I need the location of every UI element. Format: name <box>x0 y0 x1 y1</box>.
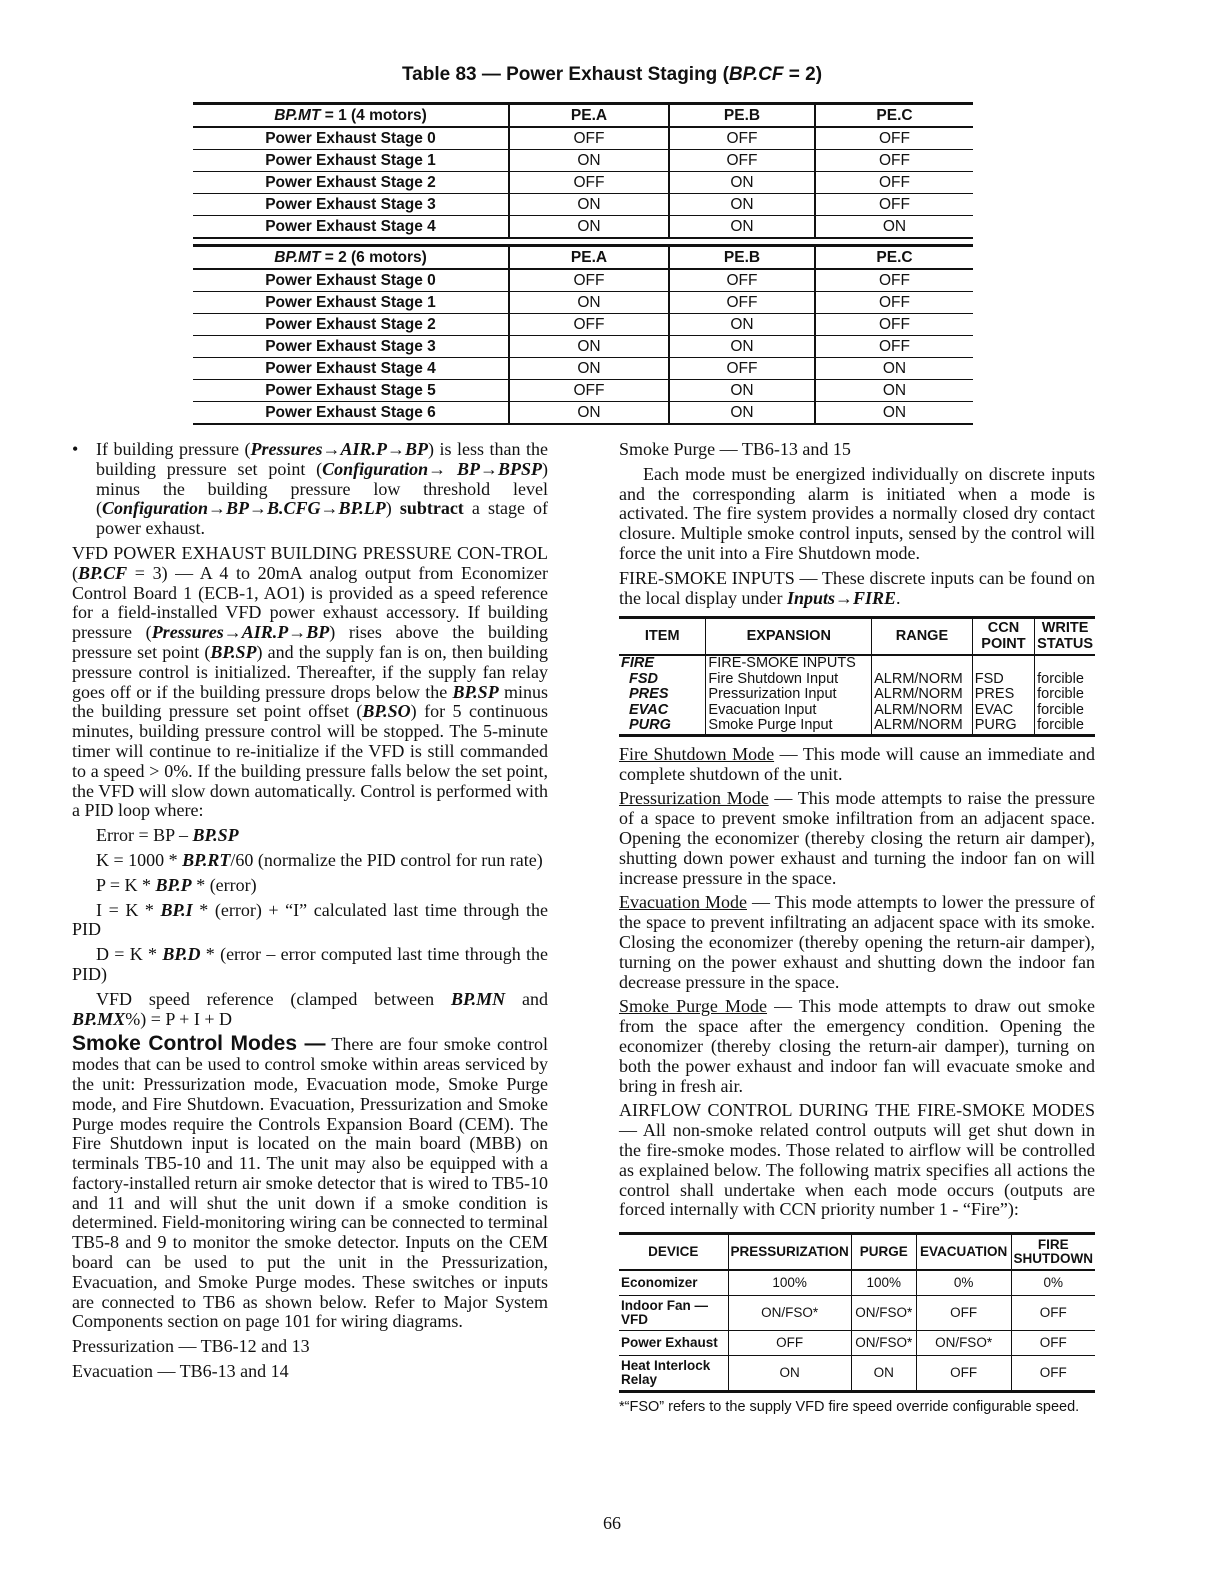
fso-footnote: *“FSO” refers to the supply VFD fire speed override configurable speed. <box>619 1399 1080 1416</box>
col-header-pe-a: PE.A <box>509 104 669 128</box>
col-header-pe-c: PE.C <box>815 246 973 270</box>
motor-config-header: BP.MT = 2 (6 motors) <box>193 246 509 270</box>
fire-shutdown-mode-paragraph: Fire Shutdown Mode — This mode will cause an immediate and complete shutdown of the unit. <box>619 743 1096 784</box>
pe-b-value: ON <box>669 172 815 194</box>
mode-energize-paragraph: Each mode must be energized individually on discrete inputs and the corresponding alarm is initiated when a mode is activated. The fire system provides a normally closed dry contact closure. Multiple smoke control inputs, sensed by the control will force the unit into a Fire Shutdown mode. <box>619 463 1095 563</box>
expansion-cell: Evacuation Input <box>706 703 872 719</box>
table-row <box>193 402 973 425</box>
pe-a-value: ON <box>509 292 669 314</box>
table-row <box>193 358 973 380</box>
table-header-row <box>193 246 973 270</box>
status-cell: forcible <box>1035 718 1095 735</box>
stage-label: Power Exhaust Stage 2 <box>193 172 509 194</box>
col-header-pe-a: PE.A <box>509 246 669 270</box>
table-row <box>193 150 973 172</box>
pe-a-value: OFF <box>509 380 669 402</box>
point-cell <box>972 655 1034 672</box>
smoke-purge-mode-paragraph: Smoke Purge Mode — This mode attempts to draw out smoke from the space after the emergency condition. Opening the economizer (thereby closing the return-air damper), turning on both the power exhaust and indoor fan will evacuate smoke and bring in fresh air. <box>619 996 1095 1096</box>
col-header-write-status: WRITE STATUS <box>1035 618 1095 656</box>
equation-p: P = K * BP.P * (error) <box>96 874 257 895</box>
left-column <box>72 440 548 1387</box>
col-header-purge: PURGE <box>851 1234 916 1271</box>
power-exhaust-table-4-motors <box>193 102 973 239</box>
pe-a-value: ON <box>509 358 669 380</box>
table-row <box>619 703 1095 719</box>
pe-c-value: OFF <box>815 314 973 336</box>
col-header-pe-b: PE.B <box>669 104 815 128</box>
table-row <box>619 1356 1095 1392</box>
col-header-pe-c: PE.C <box>815 104 973 128</box>
pe-b-value: OFF <box>669 358 815 380</box>
pe-b-value: ON <box>669 380 815 402</box>
item-cell: FSD <box>619 672 706 688</box>
col-header-range: RANGE <box>872 618 973 656</box>
table-row <box>619 718 1095 735</box>
pe-a-value: ON <box>509 150 669 172</box>
pe-c-value: ON <box>815 358 973 380</box>
device-cell: Economizer <box>619 1270 728 1296</box>
item-cell: EVAC <box>619 703 706 719</box>
point-cell: EVAC <box>972 703 1034 719</box>
col-header-item: ITEM <box>619 618 706 656</box>
table-header-row <box>193 104 973 128</box>
pe-a-value: OFF <box>509 172 669 194</box>
evacuation-mode-paragraph: Evacuation Mode — This mode attempts to lower the pressure of the space to prevent infiltrating an adjacent space with its smoke. Closing the economizer (thereby opening the return-air damper), turning on the power exhaust and shutting down the indoor fan decrease pressure in the space. <box>619 892 1095 992</box>
pe-c-value: OFF <box>815 150 973 172</box>
expansion-cell: Smoke Purge Input <box>706 718 872 735</box>
pe-c-value: OFF <box>815 269 973 292</box>
pe-b-value: OFF <box>669 127 815 150</box>
item-cell: FIRE <box>619 655 706 672</box>
table-header-row <box>619 618 1095 656</box>
col-header-expansion: EXPANSION <box>706 618 872 656</box>
status-cell: forcible <box>1037 670 1084 687</box>
stage-label: Power Exhaust Stage 1 <box>193 150 509 172</box>
pressurization-cell: ON/FSO* <box>728 1296 851 1331</box>
bullet-subtract-stage: • If building pressure (Pressures→AIR.P→BP) is less than the building pressure set point (Configuration→ BP→BPSP) minus the building pressure low threshold level (Configuration→BP→B.CFG→BP.LP) subtract a stage of power exhaust. <box>72 439 549 539</box>
stage-label: Power Exhaust Stage 4 <box>193 216 509 239</box>
equation-k: K = 1000 * BP.RT/60 (normalize the PID control for run rate) <box>96 849 543 870</box>
col-header-pressurization: PRESSURIZATION <box>728 1234 851 1271</box>
table-row <box>193 292 973 314</box>
expansion-cell: Fire Shutdown Input <box>706 672 872 688</box>
table-row <box>619 672 1095 688</box>
table-row <box>193 127 973 150</box>
pe-a-value: ON <box>509 216 669 239</box>
stage-label: Power Exhaust Stage 0 <box>193 269 509 292</box>
range-cell <box>872 655 973 672</box>
pe-a-value: ON <box>509 402 669 425</box>
equation-error: Error = BP – BP.SP <box>96 825 239 846</box>
pe-a-value: OFF <box>509 127 669 150</box>
status-cell: forcible <box>1037 686 1084 703</box>
vfd-paragraph: VFD POWER EXHAUST BUILDING PRESSURE CON-TROL (BP.CF = 3) — A 4 to 20mA analog output from Economizer Control Board 1 (ECB-1, AO1) is provided as a speed reference for a field-installed VFD power exhaust accessory. If building pressure (Pressures→AIR.P→BP) rises above the building pressure set point (BP.SP) and the supply fan is on, then building pressure control is initialized. Thereafter, if the supply fan relay goes off or if the building pressure drops below the BP.SP minus the building pressure set point offset (BP.SO) for 5 continuous minutes, building pressure control will be stopped. The 5-minute timer will continue to re-initialize if the VFD is still commanded to a speed > 0%. If the building pressure falls below the set point, the VFD will slow down automatically. Control is performed with a PID loop where: <box>72 542 548 821</box>
right-column <box>619 440 1095 1420</box>
device-action-matrix <box>619 1232 1095 1393</box>
pe-b-value: ON <box>669 336 815 358</box>
point-cell: FSD <box>972 672 1034 688</box>
evacuation-terminals: Evacuation — TB6-13 and 14 <box>72 1361 289 1382</box>
equation-vfd-speed: VFD speed reference (clamped between BP.MN and BP.MX%) = P + I + D <box>72 988 548 1029</box>
table-row <box>619 1270 1095 1296</box>
motor-config-header: BP.MT = 1 (4 motors) <box>193 104 509 128</box>
pressurization-cell: ON <box>728 1356 851 1392</box>
evacuation-cell: OFF <box>916 1356 1011 1392</box>
range-cell: ALRM/NORM <box>872 687 973 703</box>
table-row <box>619 1331 1095 1356</box>
pe-c-value: ON <box>815 216 973 239</box>
pe-c-value: OFF <box>815 292 973 314</box>
table-row <box>193 314 973 336</box>
equation-d: D = K * BP.D * (error – error computed last time through the PID) <box>72 944 548 984</box>
table-row <box>193 336 973 358</box>
table-row <box>193 269 973 292</box>
fire-shutdown-cell: OFF <box>1011 1296 1095 1331</box>
pe-b-value: ON <box>669 216 815 239</box>
evacuation-cell: OFF <box>916 1296 1011 1331</box>
table-row <box>193 380 973 402</box>
stage-label: Power Exhaust Stage 5 <box>193 380 509 402</box>
range-cell: ALRM/NORM <box>872 672 973 688</box>
fire-shutdown-cell: 0% <box>1011 1270 1095 1296</box>
stage-label: Power Exhaust Stage 2 <box>193 314 509 336</box>
airflow-control-paragraph: AIRFLOW CONTROL DURING THE FIRE-SMOKE MODES — All non-smoke related control outputs will get shut down in the fire-smoke modes. Those related to airflow will be controlled as explained below. The following matrix specifies all actions the control shall undertake when each mode occurs (outputs are forced internally with CCN priority number 1 - “Fire”): <box>619 1100 1095 1220</box>
pe-b-value: OFF <box>669 269 815 292</box>
stage-label: Power Exhaust Stage 0 <box>193 127 509 150</box>
smoke-control-paragraph: Smoke Control Modes — There are four smoke control modes that can be used to control smoke within areas serviced by the unit: Pressurization mode, Evacuation mode, Smoke Purge mode, and Fire Shutdown. Evacuation, Pressurization and Smoke Purge modes require the Controls Expansion Board (CEM). The Fire Shutdown input is located on the main board (MBB) on terminals TB5-10 and 11. The unit may also be equipped with a factory-installed return air smoke detector that is wired to TB5-10 and 11 and will shut the unit down if a smoke condition is determined. Field-monitoring wiring can be connected to terminal TB5-8 and 9 to monitor the smoke detector. Inputs on the CEM board can be used to put the unit in the Pressurization, Evacuation, and Smoke Purge modes. These switches or inputs are connected to TB6 as shown below. Refer to Major System Components section on page 101 for wiring diagrams. <box>72 1032 548 1332</box>
purge-cell: ON/FSO* <box>851 1331 916 1356</box>
pe-a-value: OFF <box>509 314 669 336</box>
pe-a-value: ON <box>509 194 669 216</box>
range-cell: ALRM/NORM <box>872 718 973 735</box>
expansion-cell: FIRE-SMOKE INPUTS <box>706 655 872 672</box>
purge-cell: ON <box>851 1356 916 1392</box>
pe-c-value: OFF <box>815 127 973 150</box>
fire-shutdown-cell: OFF <box>1011 1356 1095 1392</box>
stage-label: Power Exhaust Stage 3 <box>193 194 509 216</box>
evacuation-cell: ON/FSO* <box>916 1331 1011 1356</box>
pe-b-value: OFF <box>669 292 815 314</box>
table-header-row <box>619 1234 1095 1271</box>
purge-cell: 100% <box>851 1270 916 1296</box>
expansion-cell: Pressurization Input <box>706 687 872 703</box>
table-row <box>619 1296 1095 1331</box>
point-cell: PRES <box>972 687 1034 703</box>
stage-label: Power Exhaust Stage 6 <box>193 402 509 425</box>
range-cell: ALRM/NORM <box>872 703 973 719</box>
power-exhaust-table-6-motors <box>193 244 973 425</box>
section-heading: Smoke Control Modes — <box>72 1032 326 1056</box>
pressurization-mode-paragraph: Pressurization Mode — This mode attempts to raise the pressure of a space to prevent smoke infiltration from an adjacent space. Opening the economizer (thereby closing the return air damper), shutting down power exhaust and turning the indoor fan on will increase pressure in the space. <box>619 788 1095 888</box>
stage-label: Power Exhaust Stage 1 <box>193 292 509 314</box>
pe-a-value: OFF <box>509 269 669 292</box>
smoke-purge-terminals: Smoke Purge — TB6-13 and 15 <box>619 439 851 459</box>
stage-label: Power Exhaust Stage 3 <box>193 336 509 358</box>
pe-b-value: ON <box>669 402 815 425</box>
point-cell: PURG <box>972 718 1034 735</box>
col-header-ccn-point: CCN POINT <box>972 618 1034 656</box>
table-row <box>619 687 1095 703</box>
evacuation-cell: 0% <box>916 1270 1011 1296</box>
device-cell: Indoor Fan — VFD <box>619 1296 728 1331</box>
pressurization-cell: OFF <box>728 1331 851 1356</box>
pe-c-value: OFF <box>815 194 973 216</box>
col-header-device: DEVICE <box>619 1234 728 1271</box>
pe-b-value: OFF <box>669 150 815 172</box>
fire-smoke-inputs-table <box>619 616 1095 737</box>
pe-c-value: ON <box>815 402 973 425</box>
pe-b-value: ON <box>669 194 815 216</box>
pe-c-value: OFF <box>815 336 973 358</box>
fire-shutdown-cell: OFF <box>1011 1331 1095 1356</box>
col-header-evacuation: EVACUATION <box>916 1234 1011 1271</box>
status-cell <box>1035 655 1095 672</box>
table-row <box>619 655 1095 672</box>
table-83-title: Table 83 — Power Exhaust Staging (BP.CF = 2) <box>401 64 823 85</box>
pe-a-value: ON <box>509 336 669 358</box>
col-header-pe-b: PE.B <box>669 246 815 270</box>
pressurization-terminals: Pressurization — TB6-12 and 13 <box>72 1336 310 1357</box>
pe-c-value: OFF <box>815 172 973 194</box>
pressurization-cell: 100% <box>728 1270 851 1296</box>
table-row <box>193 216 973 239</box>
fire-smoke-inputs-paragraph: FIRE-SMOKE INPUTS — These discrete inputs can be found on the local display under Inputs→FIRE. <box>619 567 1095 608</box>
table-row <box>193 194 973 216</box>
item-cell: PURG <box>619 718 706 735</box>
table-row <box>193 172 973 194</box>
status-cell: forcible <box>1037 701 1084 718</box>
purge-cell: ON/FSO* <box>851 1296 916 1331</box>
equation-i: I = K * BP.I * (error) + “I” calculated last time through the PID <box>72 899 548 940</box>
pe-c-value: ON <box>815 380 973 402</box>
item-cell: PRES <box>619 687 706 703</box>
page-number: 66 <box>603 1513 621 1533</box>
col-header-fire-shutdown: FIRE SHUTDOWN <box>1011 1234 1095 1271</box>
stage-label: Power Exhaust Stage 4 <box>193 358 509 380</box>
pe-b-value: ON <box>669 314 815 336</box>
device-cell: Heat Interlock Relay <box>619 1356 728 1392</box>
device-cell: Power Exhaust <box>619 1331 728 1356</box>
